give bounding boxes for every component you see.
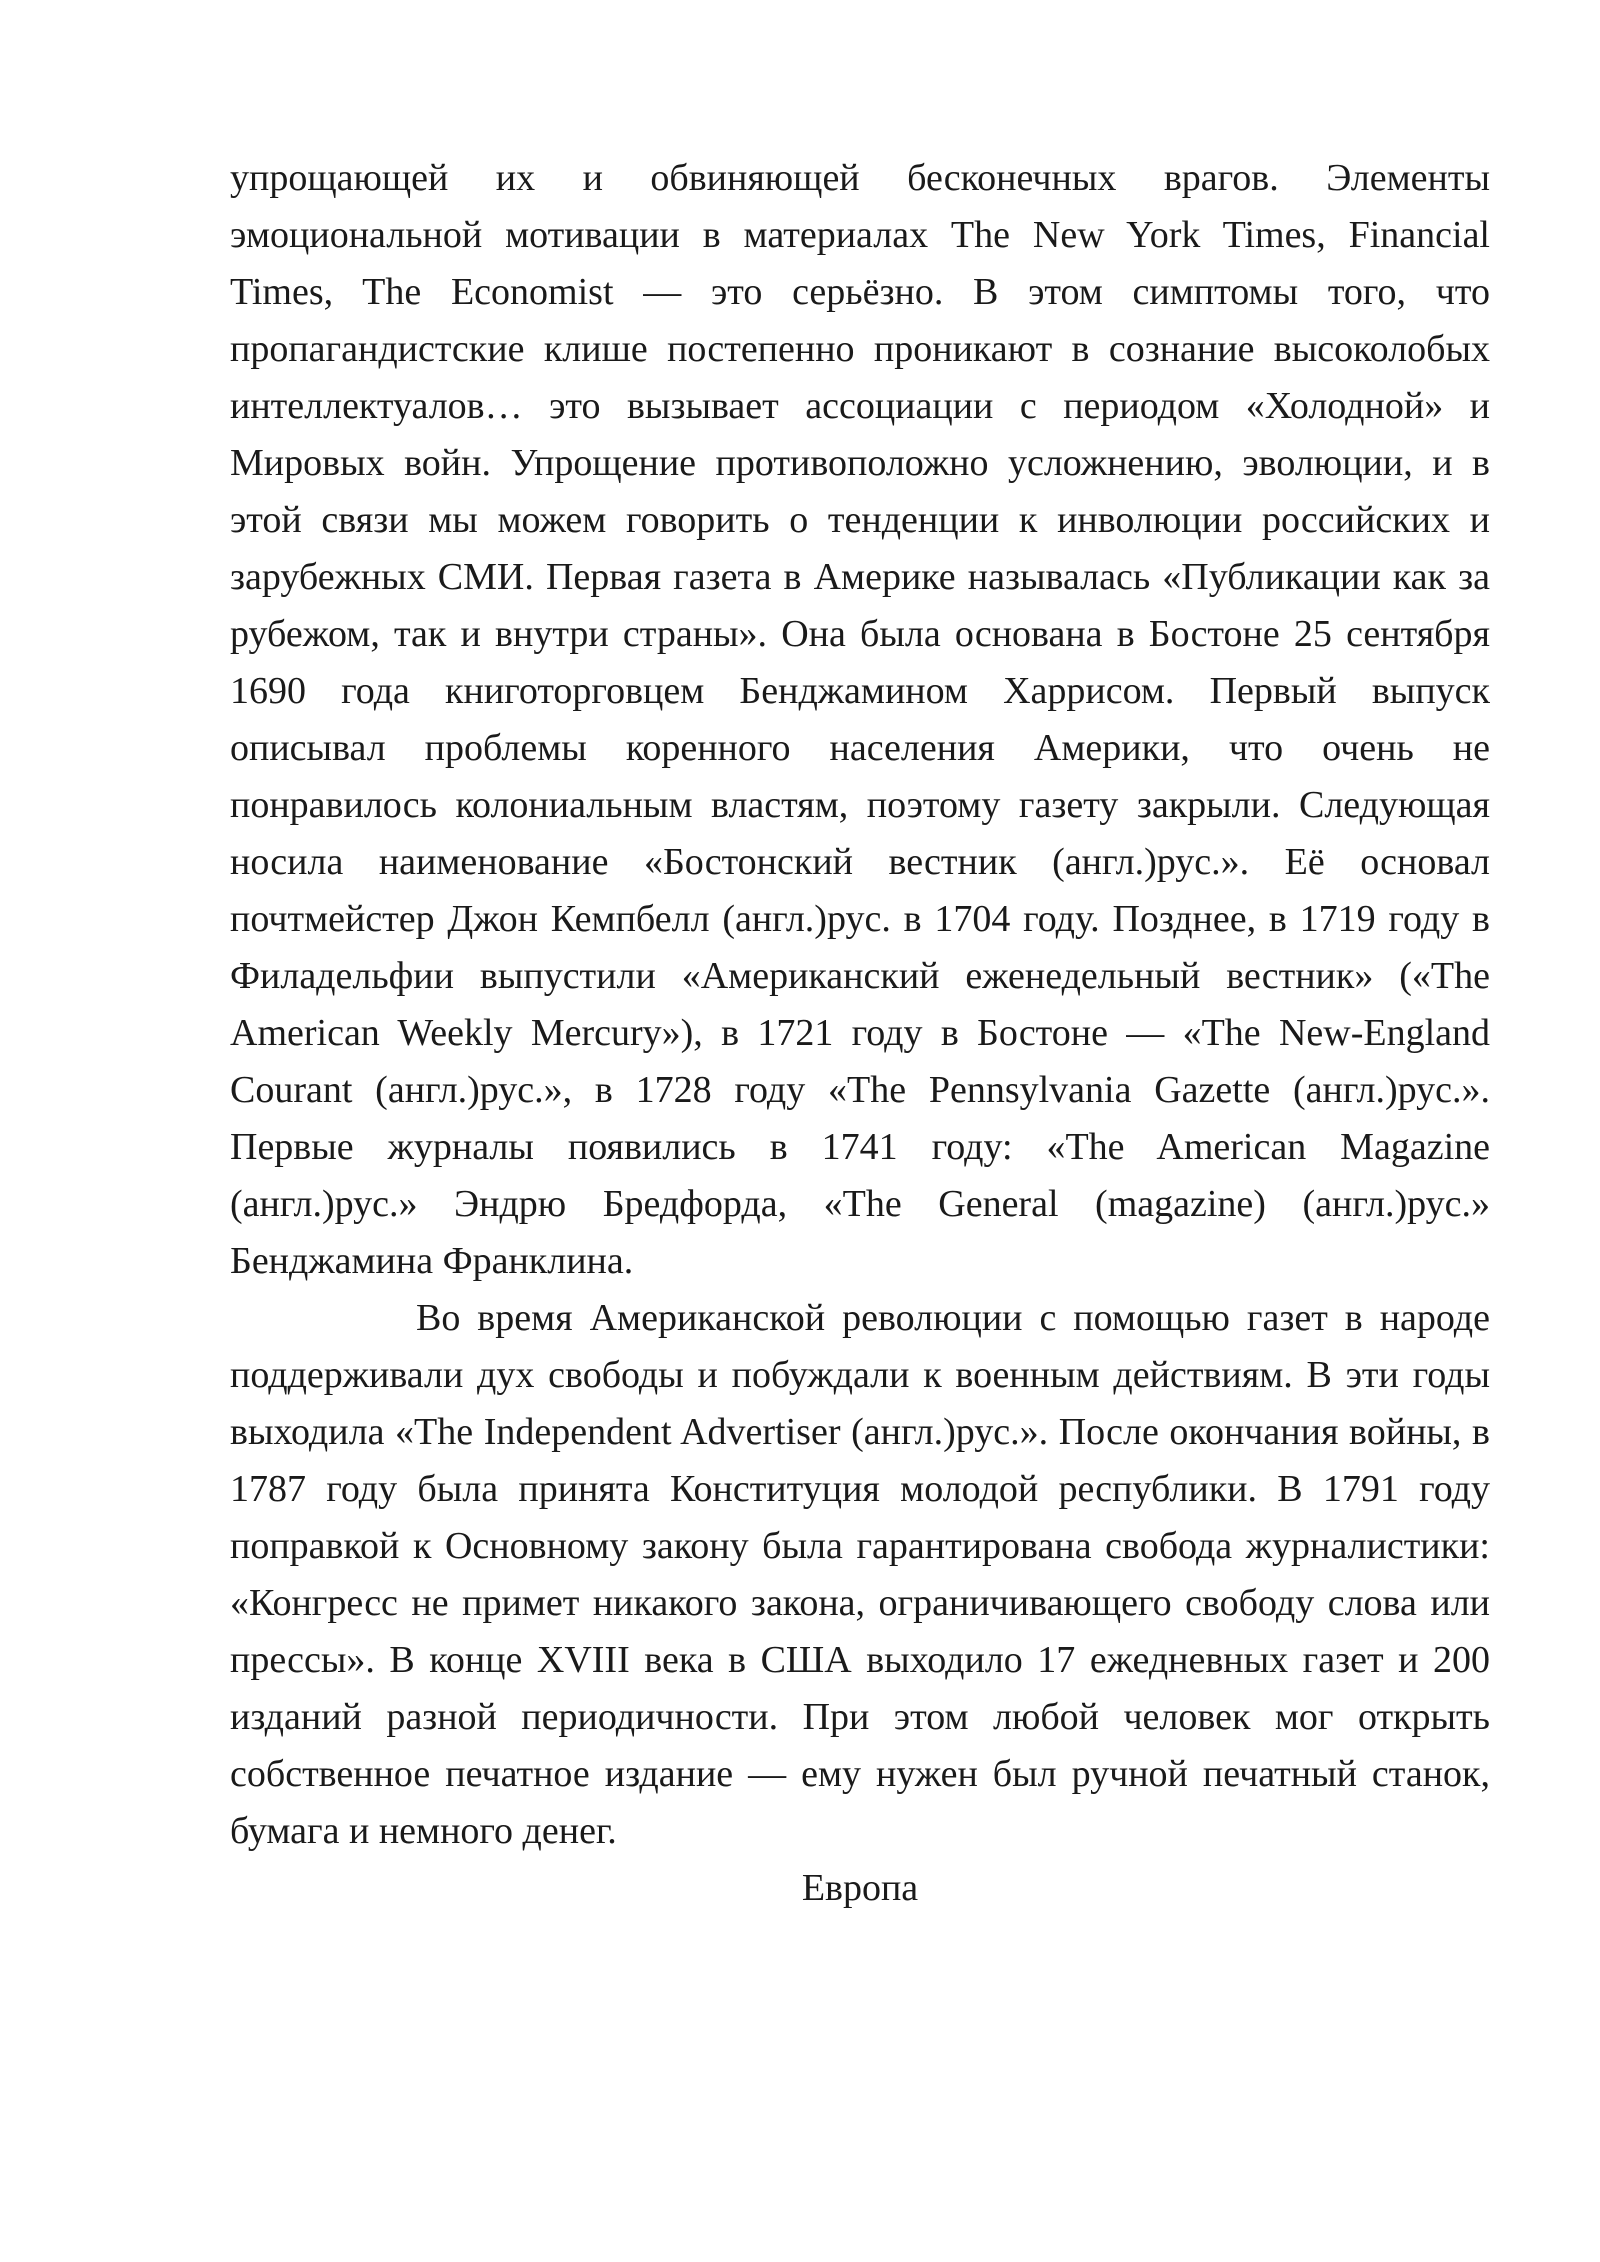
paragraph-american-revolution: Во время Американской революции с помощью газет в народе поддерживали дух свободы и побуждали к военным действиям. В эти годы выходила «The Independent Advertiser (англ.)рус.». После окончания войны, в 1787 году была принята Конституция молодой республики. В 1791 году поправкой к Основному закону была гарантирована свобода журналистики: «Конгресс не примет никакого закона, ограничивающего свободу слова или прессы». В конце XVIII века в США выходило 17 ежедневных газет и 200 изданий разной периодичности. При этом любой человек мог открыть собственное печатное издание — ему нужен был ручной печатный станок, бумага и немного денег.: [230, 1297, 1490, 1852]
section-heading-europe: Европа: [801, 1867, 919, 1909]
paragraph-history-american-press: упрощающей их и обвиняющей бесконечных врагов. Элементы эмоциональной мотивации в материалах The New York Times, Financial Times, The Economist — это серьёзно. В этом симптомы того, что пропагандистские клише постепенно проникают в сознание высоколобых интеллектуалов… это вызывает ассоциации с периодом «Холодной» и Мировых войн. Упрощение противоположно усложнению, эволюции, и в этой связи мы можем говорить о тенденции к инволюции российских и зарубежных СМИ. Первая газета в Америке называлась «Публикации как за рубежом, так и внутри страны». Она была основана в Бостоне 25 сентября 1690 года книготорговцем Бенджамином Харрисом. Первый выпуск описывал проблемы коренного населения Америки, что очень не понравилось колониальным властям, поэтому газету закрыли. Следующая носила наименование «Бостонский вестник (англ.)рус.». Её основал почтмейстер Джон Кемпбелл (англ.)рус. в 1704 году. Позднее, в 1719 году в Филадельфии выпустили «Американский еженедельный вестник» («The American Weekly Mercury»), в 1721 году в Бостоне — «The New-England Courant (англ.)рус.», в 1728 году «The Pennsylvania Gazette (англ.)рус.». Первые журналы появились в 1741 году: «The American Magazine (англ.)рус.» Эндрю Бредфорда, «The General (magazine) (англ.)рус.» Бенджамина Франклина.: [230, 157, 1490, 1282]
document-body: [230, 150, 1490, 1917]
